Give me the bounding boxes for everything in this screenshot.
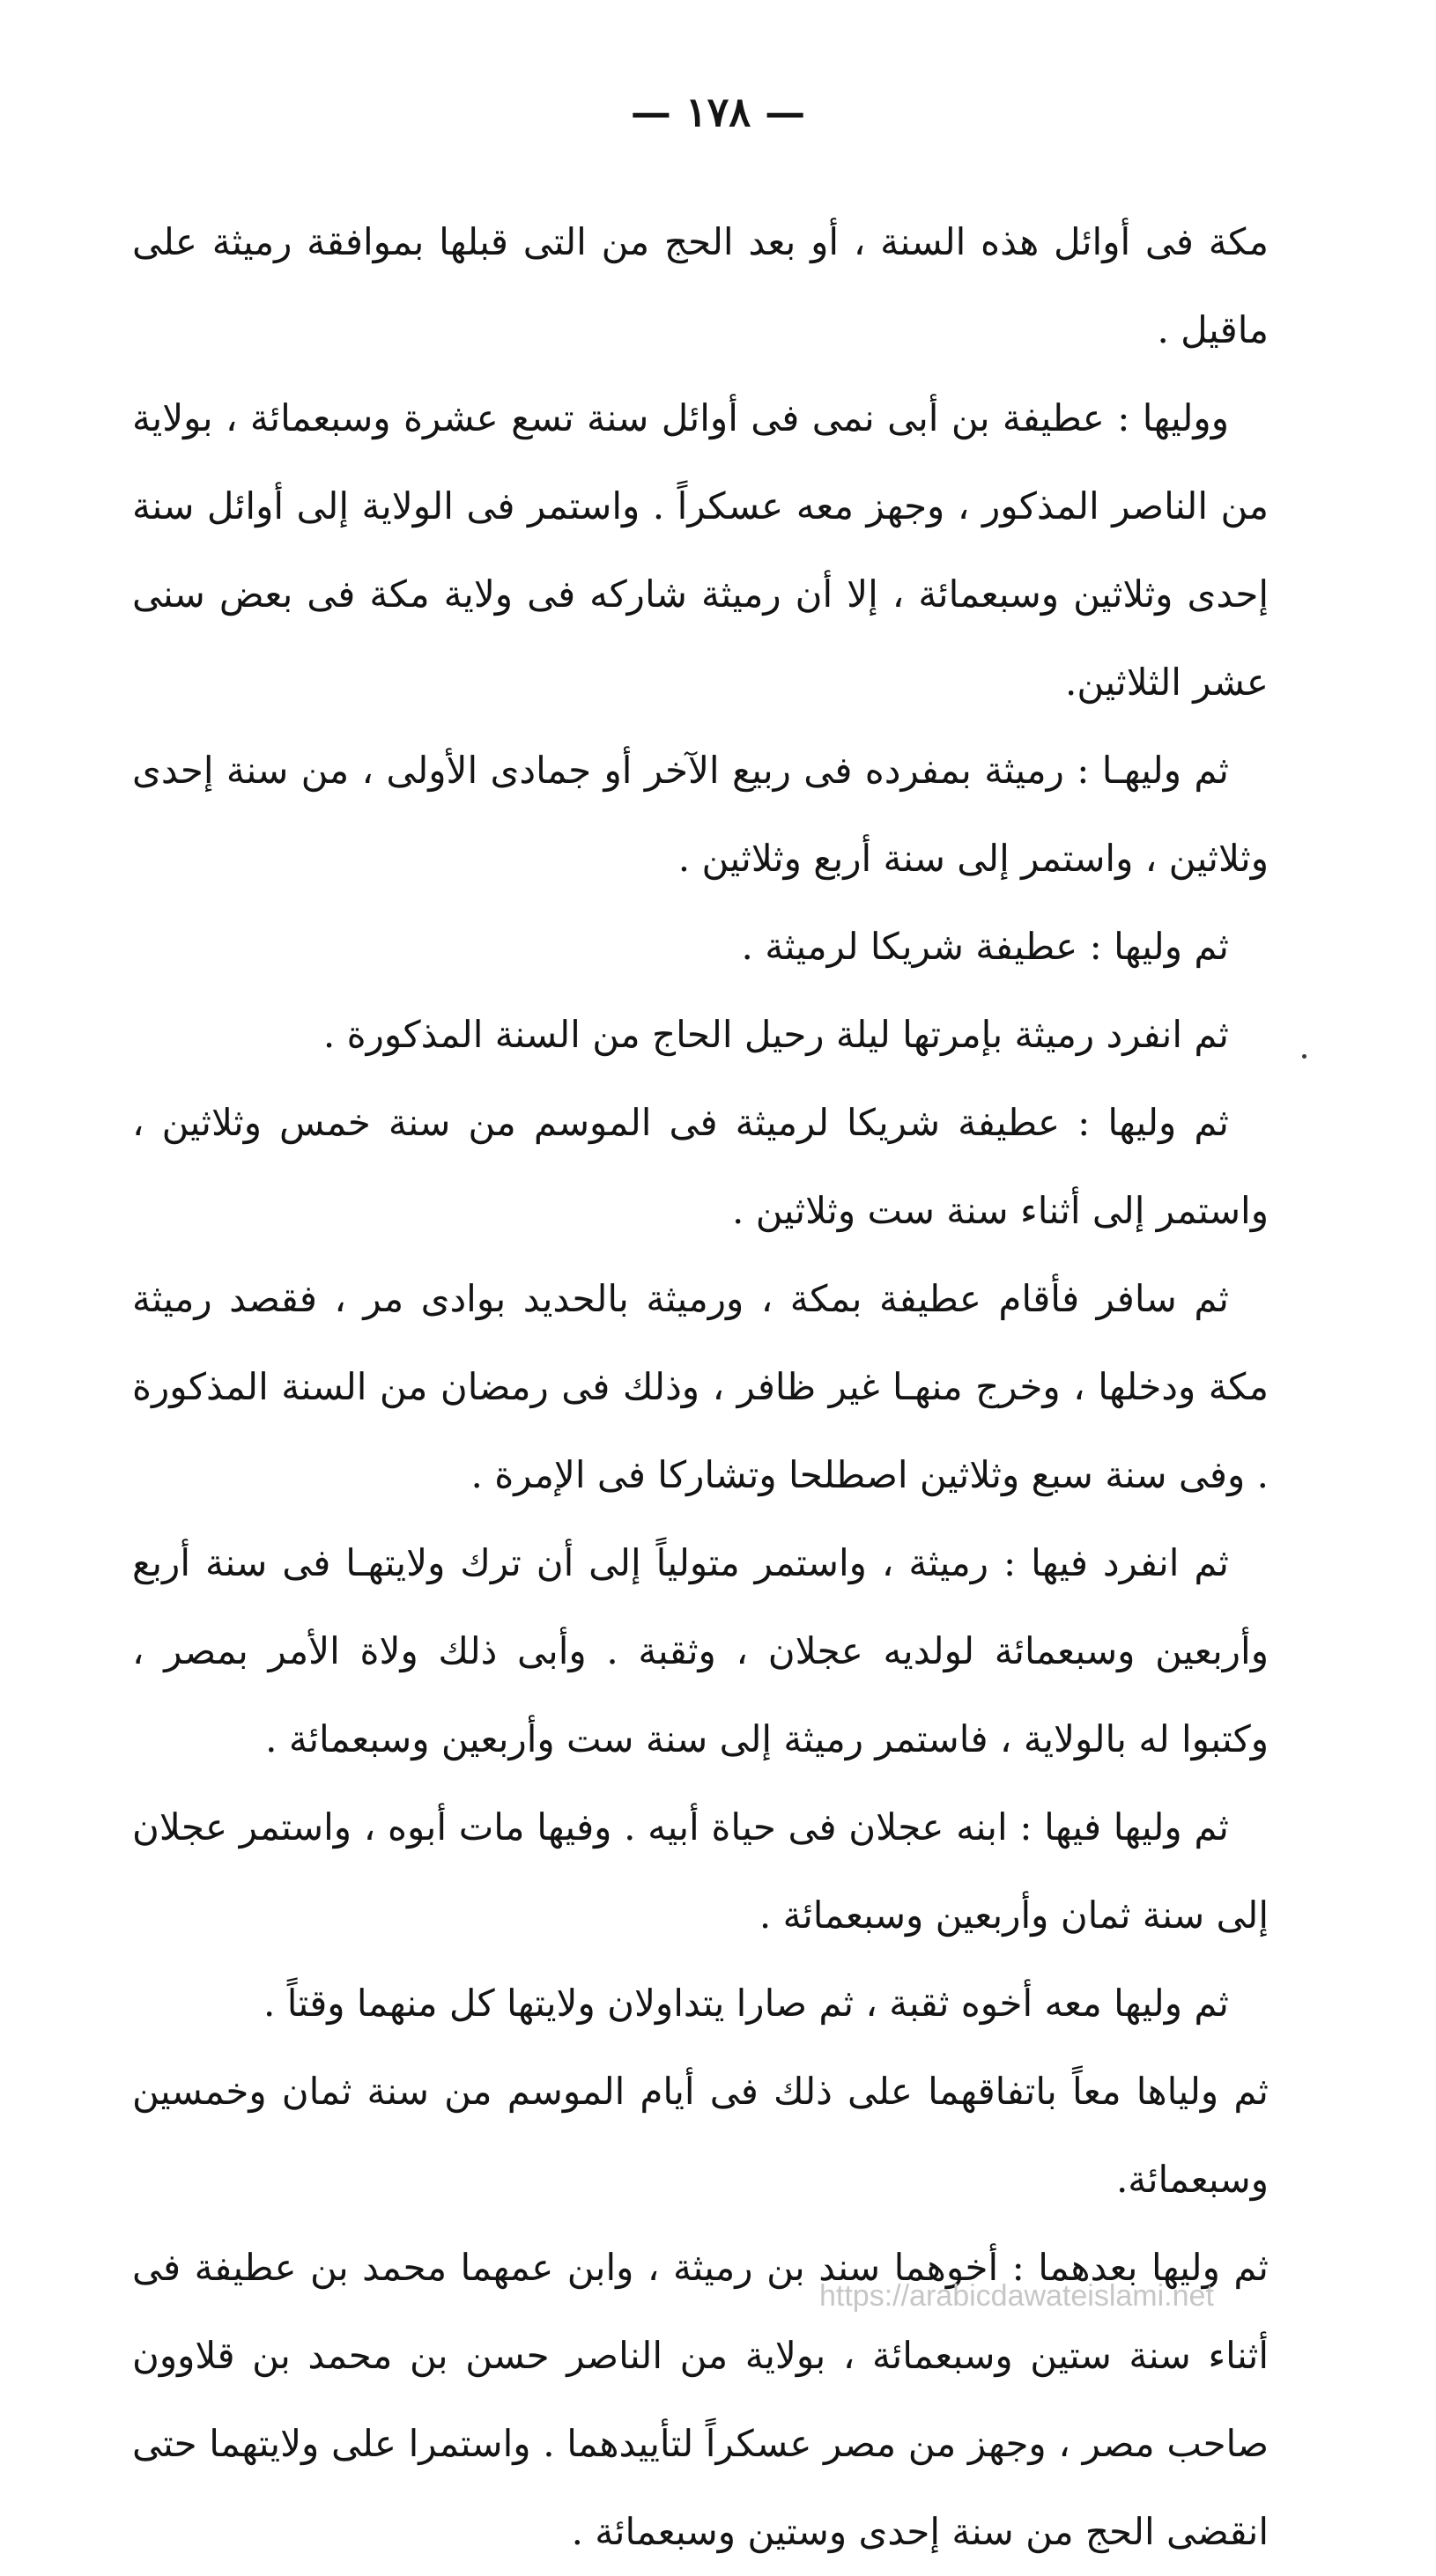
- paragraph-7: ثم سافر فأقام عطيفة بمكة ، ورميثة بالحديد بوادى مر ، فقصد رميثة مكة ودخلها ، وخرج منهـا غير ظافر ، وذلك فى رمضان من السنة المذكورة . وفى سنة سبع وثلاثين اصطلحا وتشاركا فى الإمرة .: [132, 1277, 1269, 1496]
- watermark-url: https://arabicdawateislami.net: [819, 2279, 1214, 2313]
- paragraph-10: ثم وليها معه أخوه ثقبة ، ثم صارا يتداولان ولايتها كل منهما وقتاً .: [263, 1982, 1229, 2025]
- page-number: — ١٧٨ —: [630, 88, 806, 136]
- paragraph-1: مكة فى أوائل هذه السنة ، أو بعد الحج من التى قبلها بموافقة رميثة على ماقيل .: [132, 220, 1269, 351]
- body-text: [132, 198, 1269, 2576]
- paragraph-12: ثم وليها بعدهما : أخوهما سند بن رميثة ، وابن عمهما محمد بن عطيفة فى أثناء سنة ستين وسبعمائة ، بولاية من الناصر حسن بن محمد بن قلاوون صاحب مصر ، وجهز من مصر عسكراً لتأييدهما . واستمرا على ولايتهما حتى انقضى الحج من سنة إحدى وستين وسبعمائة .: [132, 2246, 1269, 2553]
- paragraph-2: ووليها : عطيفة بن أبى نمى فى أوائل سنة تسع عشرة وسبعمائة ، بولاية من الناصر المذكور ، وجهز معه عسكراً . واستمر فى الولاية إلى أوائل سنة إحدى وثلاثين وسبعمائة ، إلا أن رميثة شاركه فى ولاية مكة فى بعض سنى عشر الثلاثين.: [132, 396, 1269, 704]
- paragraph-4: ثم وليها : عطيفة شريكا لرميثة .: [741, 925, 1229, 968]
- paragraph-11: ثم ولياها معاً باتفاقهما على ذلك فى أيام الموسم من سنة ثمان وخمسين وسبعمائة.: [132, 2070, 1269, 2201]
- scan-speck: [1302, 1054, 1306, 1059]
- paragraph-8: ثم انفرد فيها : رميثة ، واستمر متولياً إلى أن ترك ولايتهـا فى سنة أربع وأربعين وسبعمائة لولديه عجلان ، وثقبة . وأبى ذلك ولاة الأمر بمصر ، وكتبوا له بالولاية ، فاستمر رميثة إلى سنة ست وأربعين وسبعمائة .: [132, 1541, 1269, 1760]
- paragraph-6: ثم وليها : عطيفة شريكا لرميثة فى الموسم من سنة خمس وثلاثين ، واستمر إلى أثناء سنة ست وثلاثين .: [132, 1101, 1269, 1232]
- paragraph-3: ثم وليهـا : رميثة بمفرده فى ربيع الآخر أو جمادى الأولى ، من سنة إحدى وثلاثين ، واستمر إلى سنة أربع وثلاثين .: [132, 749, 1269, 880]
- paragraph-9: ثم وليها فيها : ابنه عجلان فى حياة أبيه . وفيها مات أبوه ، واستمر عجلان إلى سنة ثمان وأربعين وسبعمائة .: [132, 1805, 1269, 1937]
- paragraph-5: ثم انفرد رميثة بإمرتها ليلة رحيل الحاج من السنة المذكورة .: [322, 1013, 1229, 1056]
